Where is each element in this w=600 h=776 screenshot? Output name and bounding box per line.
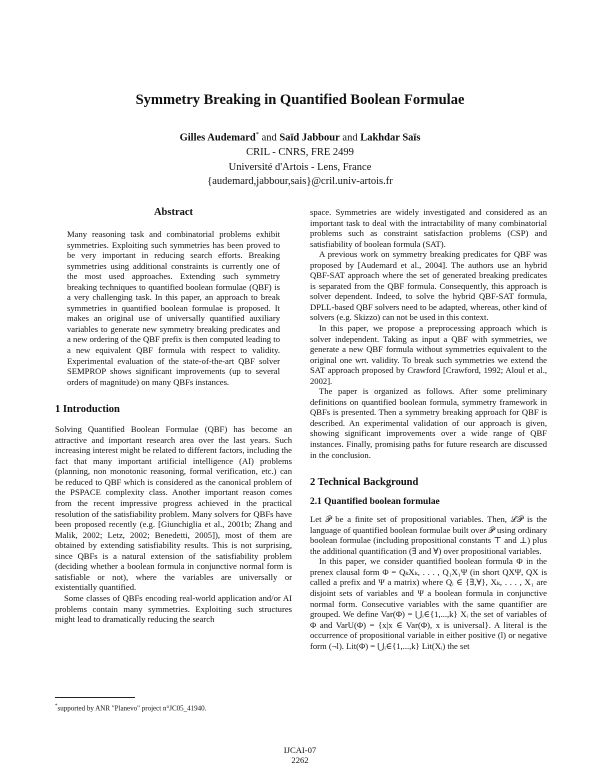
page-number: 2262 (291, 755, 309, 765)
affiliation: CRIL - CNRS, FRE 2499 (246, 147, 354, 158)
email: {audemard,jabbour,sais}@cril.univ-artois.fr (207, 176, 393, 187)
abstract-heading: Abstract (153, 207, 194, 218)
author-1-footnote-mark: * (255, 131, 259, 138)
author-2: Saïd Jabbour (279, 132, 340, 144)
background-paragraph-1: Let 𝒫 be a finite set of propositional variables. Then, ℒ𝒫 is the language of quantified boolean formulae built over 𝒫 using ordinary boolean formulae (including propositional constants ⊤ and ⊥) plus the additional quantification (∃ and ∀) over propositional variables. (310, 514, 547, 556)
author-1: Gilles Audemard (179, 132, 256, 144)
venue-footer (0, 745, 600, 765)
intro-paragraph-1: Solving Quantified Boolean Formulae (QBF) has become an attractive and important research area over the last years. Such increasing interest might be related to different factors, including the fact that many important artificial intelligence (AI) problems (planning, non monotonic reasoning, formal verification, etc.) can be reduced to QBF which is considered as the canonical problem of the PSPACE complexity class. Another important reason comes from the recent impressive progress achieved in the practical resolution of the satisfiability problem. Many solvers for QBFs have been proposed recently (e.g. [Giunchiglia et al., 2001b; Zhang and Malik, 2002; Letz, 2002; Benedetti, 2005]), most of them are obtained by extending satisfiability results. This is not surprising, since QBFs is a natural extension of the satisfiability problem (deciding whether a boolean formula in conjunctive normal form is satisfiable or not), where the variables are universally or existentially quantified. (55, 424, 292, 593)
university: Université d'Artois - Lens, France (228, 161, 372, 173)
section-2-1-heading: 2.1 Quantified boolean formulae (310, 497, 440, 508)
paper-title: Symmetry Breaking in Quantified Boolean Formulae (135, 92, 465, 108)
background-paragraph-2: In this paper, we consider quantified boolean formula Φ in the prenex clausal form Φ = QₖXₖ, . . . , Q₁X₁Ψ (in short QXΨ, QX is called a prefix and Ψ a matrix) where Qᵢ ∈ {∃,∀}, Xₖ, . . . , X₁ are disjoint sets of variables and Ψ a boolean formula in conjunctive normal form. Consecutive variables with the same quantifier are grouped. We define Var(Φ) = ⋃ᵢ∈{1,...,k} Xᵢ the set of variables of Φ and VarU(Φ) = {x|x ∈ Var(Φ), x is universal}. A literal is the occurrence of propositional variable in either positive (l) or negative form (¬l). Lit(Φ) = ⋃ᵢ∈{1,...,k} Lit(Xᵢ) the set (310, 556, 547, 651)
footnote-text: supported by ANR "Planevo" project n°JC05_41940. (57, 704, 207, 713)
author-separator-2: and (339, 132, 361, 144)
footnote-rule (55, 697, 135, 698)
author-separator-1: and (258, 132, 280, 144)
right-column (310, 207, 547, 651)
section-2-heading: 2 Technical Background (310, 477, 419, 489)
conference-name: IJCAI-07 (283, 745, 317, 755)
author-names (0, 128, 600, 146)
left-column (55, 207, 292, 625)
footnote (55, 702, 295, 713)
right-paragraph-2: A previous work on symmetry breaking predicates for QBF was proposed by [Audemard et al., 2004]. The authors use an hybrid QBF-SAT approach where the set of generated breaking predicates is separated from the QBF formula. Consequently, this approach is solver dependent. Indeed, to solve the hybrid QBF-SAT formula, DPLL-based QBF solvers need to be adapted, whereas, other kind of solvers (e.g. Skizzo) can not be used in this context. (310, 249, 547, 323)
right-paragraph-3: In this paper, we propose a preprocessing approach which is solver independent. Taking as input a QBF with symmetries, we generate a new QBF formula without symmetries equivalent to the original one wrt. validity. To break such symmetries we extend the SAT approach proposed by Crawford [Crawford, 1992; Aloul et al., 2002]. (310, 323, 547, 386)
abstract-text: Many reasoning task and combinatorial problems exhibit symmetries. Exploiting such symmetries has been proved to be very important in reducing search efforts. Breaking symmetries using additional constraints is currently one of the most used approaches. Extending such symmetry breaking techniques to quantified boolean formulae (QBF) is a very challenging task. In this paper, an approach to break symmetries in quantified boolean formulae is proposed. It makes an original use of universally quantified auxiliary variables to generate new symmetry breaking predicates and a new ordering of the QBF prefix is then computed leading to a new equivalent QBF formula with respect to validity. Experimental evaluation of the state-of-the-art QBF solver SEMPROP shows significant improvements (up to several orders of magnitude) on many QBFs instances. (67, 229, 280, 387)
right-paragraph-1: space. Symmetries are widely investigated and considered as an important task to deal with the intractability of many combinatorial problems such as constraint satisfaction problems (CSP) and satisfiability of boolean formula (SAT). (310, 207, 547, 249)
section-1-heading: 1 Introduction (55, 404, 120, 416)
right-paragraph-4: The paper is organized as follows. After some preliminary definitions on quantified boolean formula, symmetry framework in QBFs is presented. Then a symmetry breaking approach for QBF is described. An experimental validation of our approach is given, showing significant improvements over a wide range of QBF instances. Finally, promising paths for future research are discussed in the conclusion. (310, 386, 547, 460)
author-3: Lakhdar Saïs (360, 132, 421, 144)
author-block (0, 128, 600, 190)
footnote-mark: * (55, 704, 58, 709)
intro-paragraph-2: Some classes of QBFs encoding real-world application and/or AI problems contain many symmetries. Exploiting such structures might lead to dramatically reducing the search (55, 592, 292, 625)
